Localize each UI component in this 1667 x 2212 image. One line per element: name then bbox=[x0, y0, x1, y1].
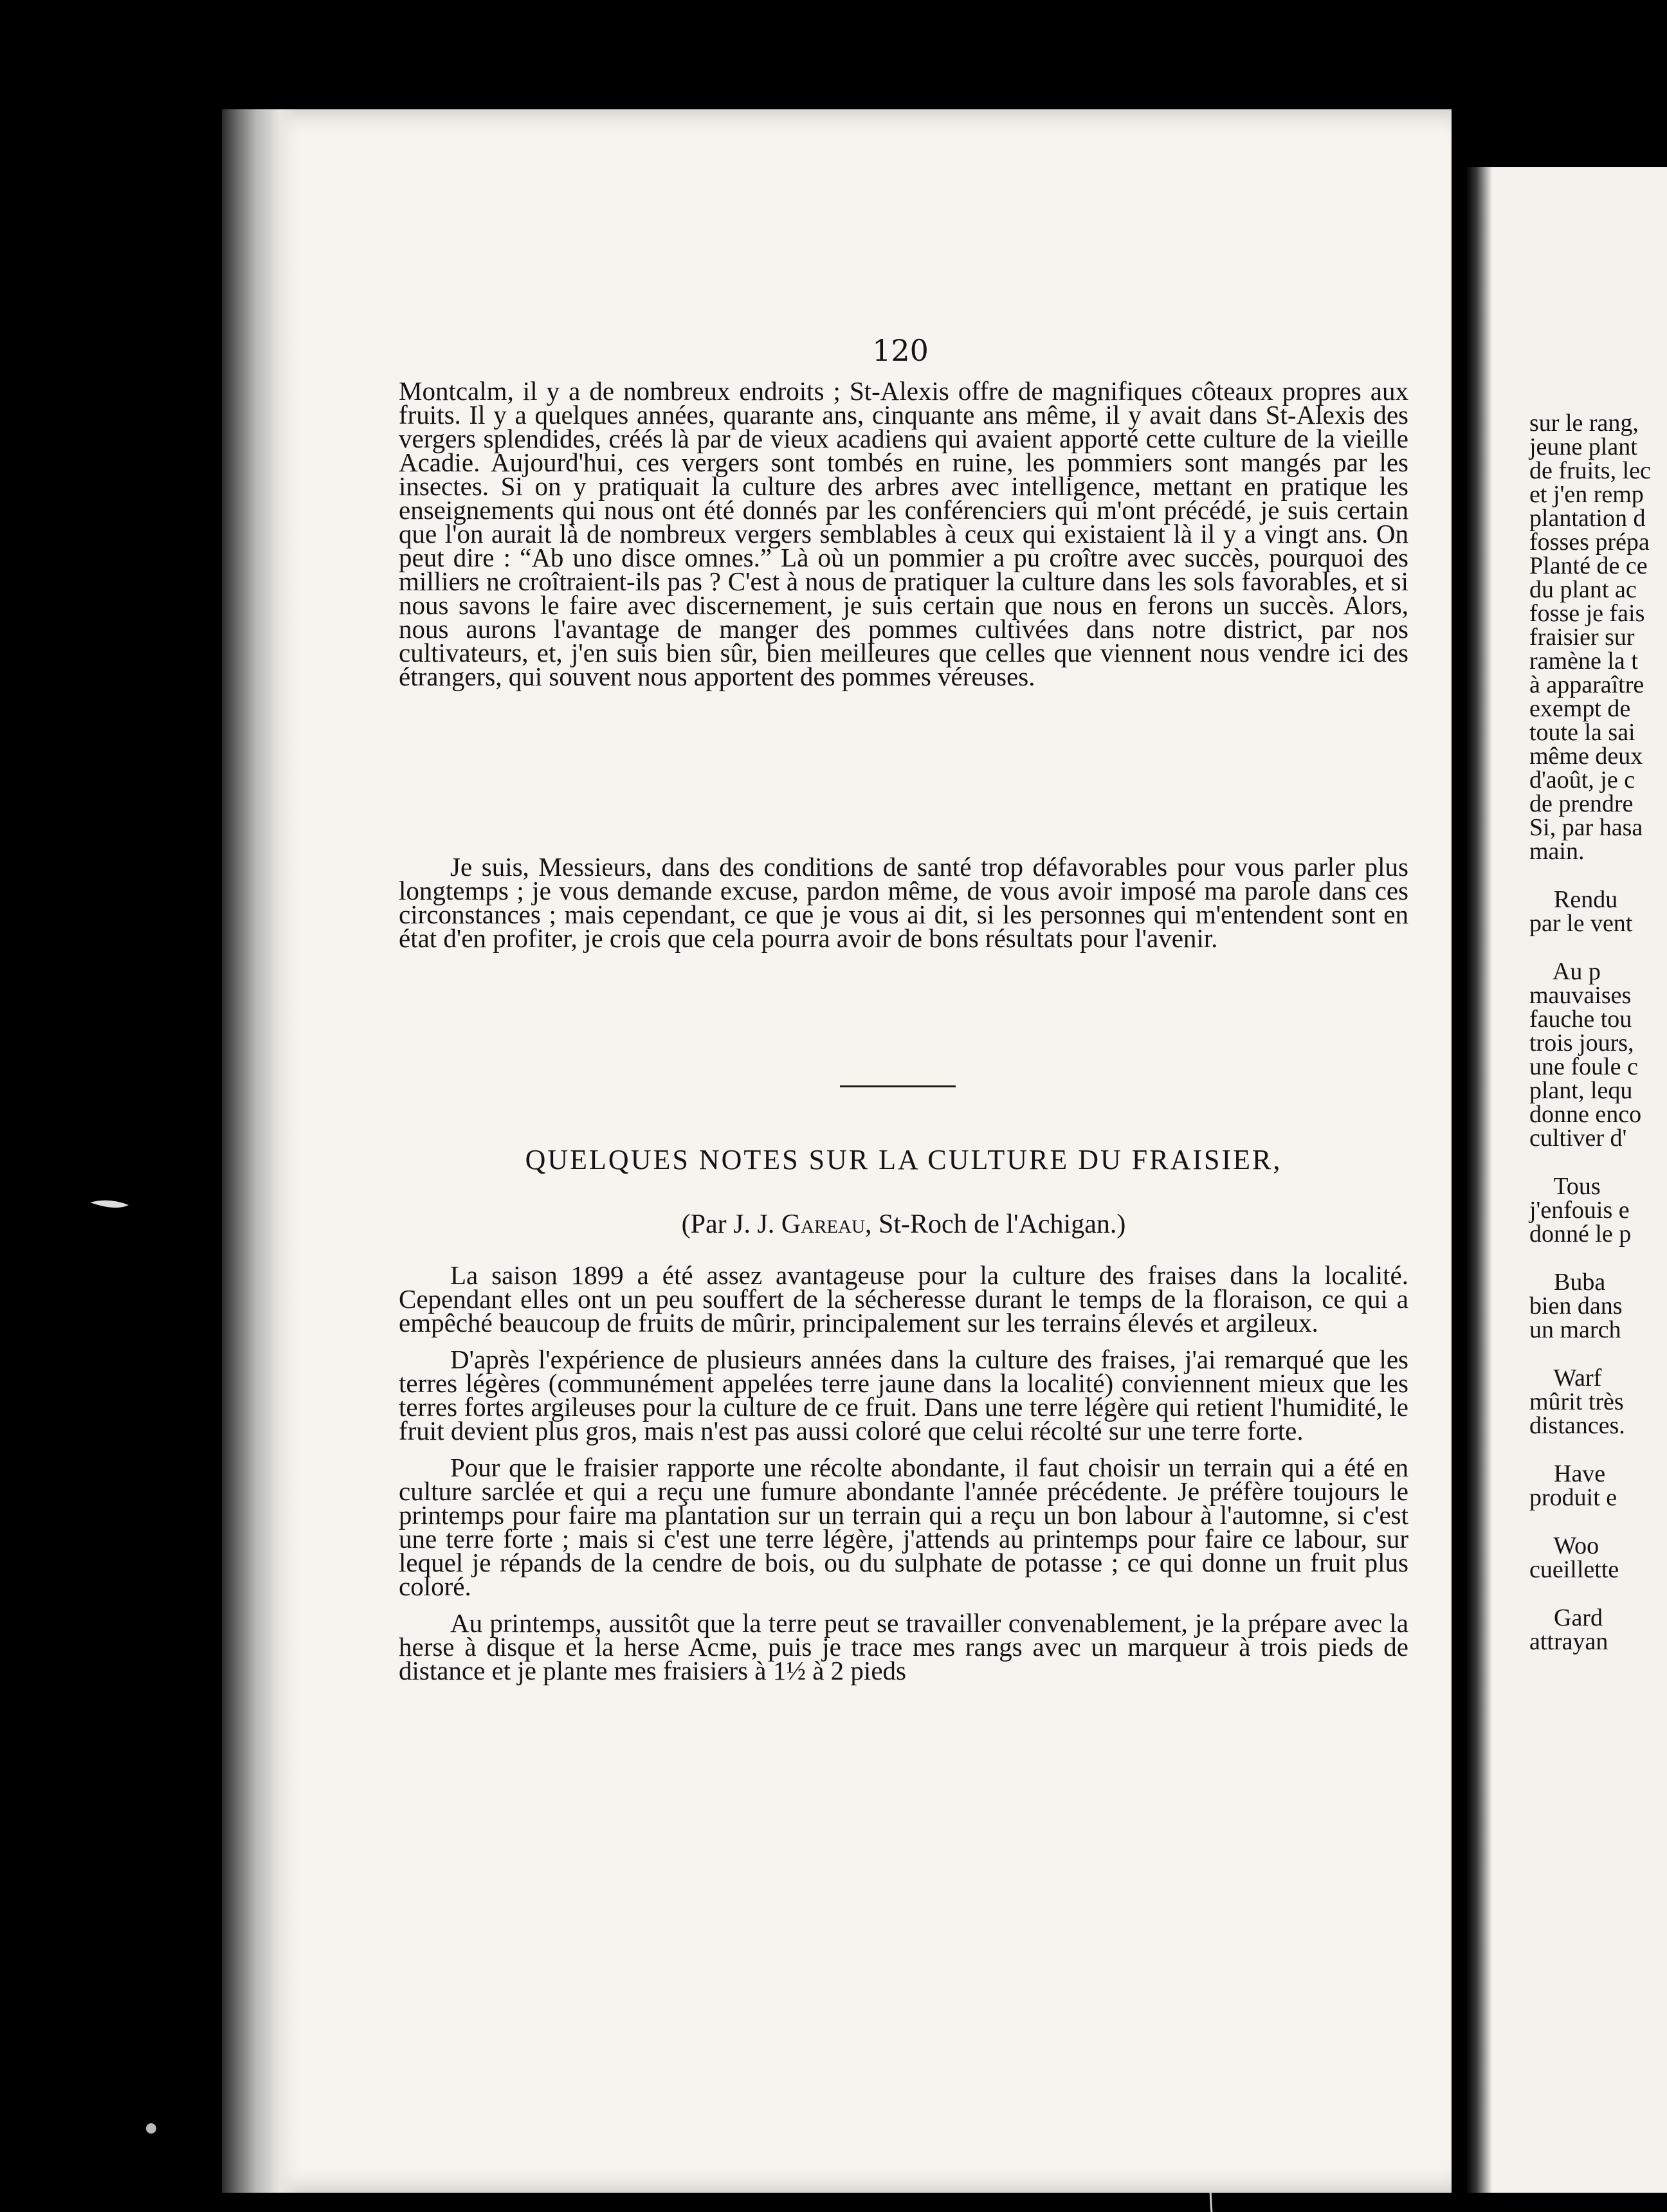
facing-line: donné le p bbox=[1529, 1220, 1632, 1247]
paragraph: Pour que le fraisier rapporte une récolte abondante, il faut choisir un terrain qui a été en culture sarclée et qui a reçu une fumure abondante l'année précédente. Je préfère toujours le printemps pour faire ma plantation sur un terrain qui a reçu un bon labour à l'automne, si c'est une terre forte ; mais si c'est une terre légère, j'attends au printemps pour faire ce labour, sur lequel je répands de la cendre de bois, ou du sulphate de potasse ; ce qui donne un fruit plus coloré. bbox=[399, 1453, 1408, 1601]
text-block-closing bbox=[399, 852, 1408, 963]
facing-line: de prendre bbox=[1529, 790, 1634, 817]
article-byline bbox=[399, 1209, 1408, 1240]
paragraph: Je suis, Messieurs, dans des conditions de santé trop défavorables pour vous parler plus longtemps ; je vous demande excuse, pardon même, de vous avoir imposé ma parole dans ces circonstances ; mais cependant, ce que je vous ai dit, si les personnes qui m'entendent sont en état d'en profiter, je crois que cela pourra avoir de bons résultats pour l'avenir. bbox=[399, 852, 1408, 953]
page-gutter-shadow bbox=[222, 109, 299, 2193]
facing-line: fraisier sur bbox=[1529, 624, 1635, 651]
article-title: QUELQUES NOTES SUR LA CULTURE DU FRAISIER, bbox=[525, 1144, 1282, 1175]
facing-line: Planté de ce bbox=[1529, 552, 1648, 579]
text-block-continuation bbox=[399, 376, 1408, 702]
line-gap bbox=[1529, 1150, 1667, 1175]
facing-line: jeune plant bbox=[1529, 433, 1637, 460]
author-name: Gareau bbox=[781, 1210, 866, 1239]
facing-line: exempt de bbox=[1529, 695, 1631, 722]
facing-line: et j'en remp bbox=[1529, 481, 1644, 508]
facing-line: d'août, je c bbox=[1529, 766, 1635, 793]
facing-line: plantation d bbox=[1529, 505, 1646, 532]
facing-line: cultiver d' bbox=[1529, 1125, 1627, 1152]
line-gap bbox=[1529, 1438, 1667, 1462]
facing-page-gutter bbox=[1466, 167, 1492, 2193]
facing-line: fauche tou bbox=[1529, 1006, 1632, 1033]
facing-line: distances. bbox=[1529, 1412, 1625, 1439]
facing-line: sur le rang, bbox=[1529, 410, 1639, 437]
facing-line: bien dans bbox=[1529, 1292, 1623, 1319]
facing-line: donne enco bbox=[1529, 1101, 1642, 1128]
paragraph: D'après l'expérience de plusieurs années dans la culture des fraises, j'ai remarqué que les terres légères (communément appelées terre jaune dans la localité) conviennent mieux que les terres fortes argileuses pour la culture de ce fruit. Dans une terre légère qui retient l'humidité, le fruit devient plus gros, mais n'est pas aussi coloré que celui récolté sur une terre forte. bbox=[399, 1345, 1408, 1446]
paragraph: La saison 1899 a été assez avantageuse pour la culture des fraises dans la localité. Cependant elles ont un peu souffert de la sécheresse durant le temps de la floraison, ce qui a empêché beaucoup de fruits de mûrir, principalement sur les terrains élevés et argileux. bbox=[399, 1260, 1408, 1337]
page-number: 120 bbox=[872, 333, 929, 368]
facing-line: même deux bbox=[1529, 743, 1643, 770]
facing-line: Rendu bbox=[1529, 886, 1618, 913]
facing-line: de fruits, lec bbox=[1529, 457, 1651, 484]
facing-line: par le vent bbox=[1529, 910, 1633, 937]
facing-line: un march bbox=[1529, 1316, 1621, 1343]
facing-line: mûrit très bbox=[1529, 1388, 1624, 1415]
line-gap bbox=[1529, 1510, 1667, 1534]
dust-mark bbox=[146, 2123, 156, 2134]
facing-line: fosses prépa bbox=[1529, 529, 1650, 556]
facing-line: Buba bbox=[1529, 1269, 1606, 1296]
facing-line: Have bbox=[1529, 1460, 1606, 1487]
section-divider bbox=[840, 1085, 956, 1087]
line-gap bbox=[1529, 1342, 1667, 1366]
facing-line: produit e bbox=[1529, 1484, 1617, 1511]
facing-line: ramène la t bbox=[1529, 648, 1638, 675]
facing-line: mauvaises bbox=[1529, 982, 1632, 1009]
facing-line: une foule c bbox=[1529, 1053, 1638, 1080]
facing-line: attrayan bbox=[1529, 1628, 1608, 1655]
facing-line: trois jours, bbox=[1529, 1029, 1634, 1056]
byline-prefix: (Par J. J. bbox=[681, 1210, 781, 1239]
facing-line: toute la sai bbox=[1529, 719, 1635, 746]
facing-line: Si, par hasa bbox=[1529, 814, 1643, 841]
facing-line: fosse je fais bbox=[1529, 600, 1645, 627]
byline-suffix: , St-Roch de l'Achigan.) bbox=[865, 1210, 1126, 1239]
facing-line: main. bbox=[1529, 838, 1585, 865]
facing-line: Au p bbox=[1529, 958, 1601, 985]
facing-line: plant, lequ bbox=[1529, 1077, 1633, 1104]
facing-line: Woo bbox=[1529, 1532, 1599, 1559]
facing-line: Tous bbox=[1529, 1173, 1601, 1200]
line-gap bbox=[1529, 936, 1667, 960]
line-gap bbox=[1529, 864, 1667, 888]
facing-line: Warf bbox=[1529, 1364, 1602, 1392]
facing-line: j'enfouis e bbox=[1529, 1197, 1630, 1224]
paragraph: Montcalm, il y a de nombreux endroits ; St-Alexis offre de magnifiques côteaux propres aux fruits. Il y a quelques années, quarante ans, cinquante ans même, il y avait dans St-Alexis des vergers splendides, créés là par de vieux acadiens qui avaient apporté cette culture de la vieille Acadie. Aujourd'hui, ces vergers sont tombés en ruine, les pommiers sont mangés par les insectes. Si on y pratiquait la culture des arbres avec intelligence, mettant en pratique les enseignements qui nous ont été donnés par les conférenciers qui m'ont précédé, je suis certain que l'on aurait là de nombreux vergers semblables à ceux qui existaient là il y a vingt ans. On peut dire : “Ab uno disce omnes.” Là où un pommier a pu croître avec succès, pourquoi des milliers ne croîtraient-ils pas ? C'est à nous de pratiquer la culture dans les sols favorables, et si nous savons le faire avec discernement, je suis certain que nous en ferons un succès. Alors, nous aurons l'avantage de manger des pommes cultivées dans notre district, par nos cultivateurs, et, j'en suis bien sûr, bien meilleures que celles que viennent nous vendre ici des étrangers, qui souvent nous apportent des pommes véreuses. bbox=[399, 376, 1408, 691]
line-gap bbox=[1529, 1582, 1667, 1606]
paragraph: Au printemps, aussitôt que la terre peut se travailler convenablement, je la prépare avec la herse à disque et la herse Acme, puis je trace mes rangs avec un marqueur à trois pieds de distance et je plante mes fraisiers à 1½ à 2 pieds bbox=[399, 1608, 1408, 1685]
facing-line: à apparaître bbox=[1529, 671, 1644, 698]
line-gap bbox=[1529, 1246, 1667, 1271]
facing-page-text bbox=[1529, 412, 1667, 1654]
article-body bbox=[399, 1260, 1408, 1696]
facing-line: Gard bbox=[1529, 1604, 1603, 1631]
facing-line: du plant ac bbox=[1529, 576, 1637, 603]
facing-page bbox=[1478, 167, 1667, 2193]
facing-line: cueillette bbox=[1529, 1556, 1619, 1583]
